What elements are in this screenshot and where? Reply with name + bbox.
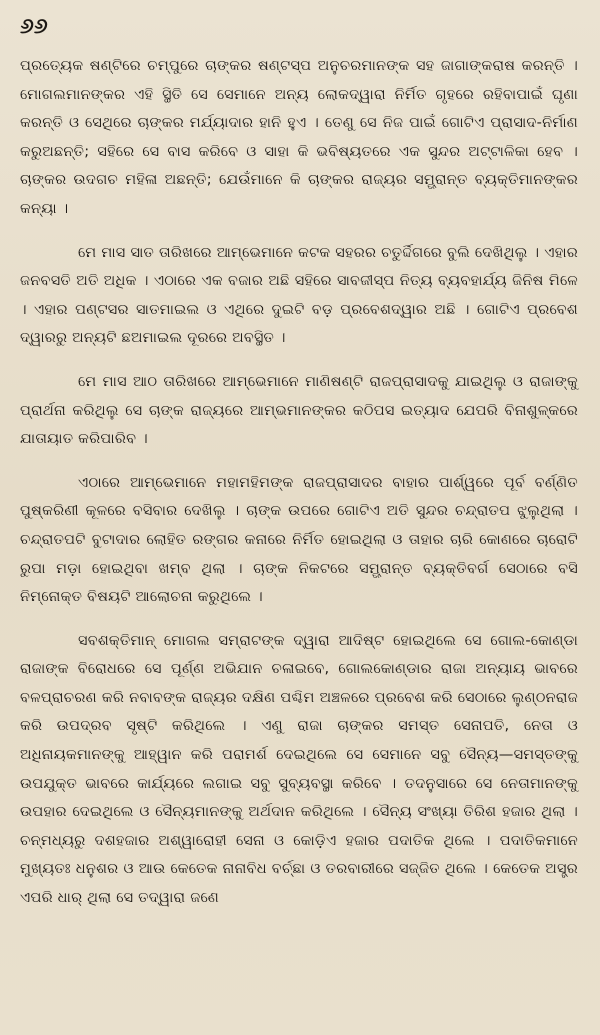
page-number: ୬୬ xyxy=(20,14,48,39)
paragraph-4: ଏଠାରେ ଆମ୍ଭେମାନେ ମହାମହିମଙ୍କ ରାଜପ୍ରାସାଦର ବାହାର ପାର୍ଶ୍ୱରେ ପୂର୍ବ ବର୍ଣ୍ଣିତ ପୁଷ୍କରିଣୀ କୂଳରେ ବସିବାର ଦେଖିଲୁ । ଚାଙ୍କ ଉପରେ ଗୋଟିଏ ଅତି ସୁନ୍ଦର ଚନ୍ଦ୍ରାତପ ଝୁଲୁଥିଲା । ଚନ୍ଦ୍ରାତପଟି ବୁଟାଦାର ଲୋହିତ ରଙ୍ଗର କନାରେ ନିର୍ମିତ ହୋଇଥିଲା ଓ ତାହାର ଚାରି କୋଣରେ ଚାରୋଟି ରୁପା ମଡ଼ା ହୋଇଥିବା ଖମ୍ବ ଥିଲା । ଚାଙ୍କ ନିକଟରେ ସମ୍ଭ୍ରାନ୍ତ ବ୍ୟକ୍ତିବର୍ଗ ସେଠାରେ ବସି ନିମ୍ନୋକ୍ତ ବିଷୟଟି ଆଲୋଚନା କରୁଥିଲେ । xyxy=(20,473,578,606)
paragraph-1: ପ୍ରତ୍ୟେକ ଷଣ୍ଟିରେ ଚମ୍ପୁରେ ଚାଙ୍କର ଷଣ୍ଟସ୍ପ ଅନୁଚରମାନଙ୍କ ସହ ଜାଗାଙ୍କରାଷ କରନ୍ତି । ମୋଗଲମାନଙ୍କର ଏହି ସ୍ଥିତି ସେ ସେମାନେ ଅନ୍ୟ ଲୋକଦ୍ୱାରା ନିର୍ମିତ ଗୃହରେ ରହିବାପାଇଁ ଘୃଣା କରନ୍ତି ଓ ସେଥିରେ ଚାଙ୍କର ମର୍ଯ୍ୟାଦାର ହାନି ହୁଏ । ତେଣୁ ସେ ନିଜ ପାଇଁ ଗୋଟିଏ ପ୍ରାସାଦ-ନିର୍ମାଣ କରୁଅଛନ୍ତି; ସହିରେ ସେ ବାସ କରିବେ ଓ ସାହା କି ଭବିଷ୍ୟତରେ ଏକ ସୁନ୍ଦର ଅଟ୍ଟାଳିକା ହେବ । ଚାଙ୍କର ଉଦଗଚ ମହିଳା ଅଛନ୍ତି; ଯେଉଁମାନେ କି ଚାଙ୍କର ରାଜ୍ୟର ସମ୍ଭ୍ରାନ୍ତ ବ୍ୟକ୍ତିମାନଙ୍କର କନ୍ୟା । xyxy=(20,57,578,217)
paragraph-2: ମେ ମାସ ସାତ ତାରିଖରେ ଆମ୍ଭେମାନେ କଟକ ସହରର ଚତୁର୍ଦ୍ଦିଗରେ ବୁଲି ଦେଖିଥିଲୁ । ଏହାର ଜନବସତି ଅତି ଅଧିକ । ଏଠାରେ ଏକ ବଜାର ଅଛି ସହିରେ ସାବଜୀସ୍ପ ନିତ୍ୟ ବ୍ୟବହାର୍ଯ୍ୟ ଜିନିଷ ମିଳେ । ଏହାର ପଣ୍ଟସର ସାତମାଇଲ ଓ ଏଥିରେ ଦୁଇଟି ବଡ଼ ପ୍ରବେଶଦ୍ୱାର ଅଛି । ଗୋଟିଏ ପ୍ରବେଶ ଦ୍ୱାରରୁ ଅନ୍ୟଟି ଛଅମାଇଲ ଦୂରରେ ଅବସ୍ଥିତ । xyxy=(20,243,578,347)
paragraph-5: ସବଶକ୍ତିମାନ୍ ମୋଗଲ ସମ୍ରାଟଙ୍କ ଦ୍ୱାରା ଆଦିଷ୍ଟ ହୋଇଥିଲେ ସେ ଗୋଲ-କୋଣ୍ଡା ରାଜାଙ୍କ ବିରୋଧରେ ସେ ପୂର୍ଣ୍ଣ ଅଭିଯାନ ଚଳାଇବେ, ଗୋଲକୋଣ୍ଡାର ରାଜା ଅନ୍ୟାୟ ଭାବରେ ବଳପ୍ରାଚରଣ କରି ନବାବଙ୍କ ରାଜ୍ୟର ଦକ୍ଷିଣ ପଶ୍ଚିମ ଅଞ୍ଚଳରେ ପ୍ରବେଶ କରି ସେଠାରେ ଲୁଣ୍ଠନରାଜ କରି ଉପଦ୍ରବ ସୃଷ୍ଟି କରିଥିଲେ । ଏଣୁ ରାଜା ଚାଙ୍କର ସମସ୍ତ ସେନାପତି, ନେତା ଓ ଅଧିନାୟକମାନଙ୍କୁ ଆହ୍ୱାନ କରି ପରାମର୍ଶ ଦେଇଥିଲେ ସେ ସେମାନେ ସବୁ ସୈନ୍ୟ—ସମସ୍ତଙ୍କୁ ଉପଯୁକ୍ତ ଭାବରେ କାର୍ଯ୍ୟରେ ଲଗାଇ ସବୁ ସୁବ୍ୟବସ୍ଥା କରିବେ । ତଦନୁସାରେ ସେ ନେତାମାନଙ୍କୁ ଉପହାର ଦେଇଥିଲେ ଓ ସୈନ୍ୟମାନଙ୍କୁ ଅର୍ଥଦାନ କରିଥିଲେ । ସୈନ୍ୟ ସଂଖ୍ୟା ତିରିଶ ହଜାର ଥିଲା । ଚନ୍ମଧ୍ୟରୁ ଦଶହଜାର ଅଶ୍ୱାରୋହୀ ସେନା ଓ କୋଡ଼ିଏ ହଜାର ପଦାତିକ ଥିଲେ । ପଦାତିକମାନେ ମୁଖ୍ୟତଃ ଧନୁଶର ଓ ଆଉ କେତେକ ନାନାବିଧ ବର୍ଚ୍ଛା ଓ ତରବାରୀରେ ସଜ୍ଜିତ ଥିଲେ । କେତେକ ଅସ୍ତ୍ର ଏପରି ଧାର୍ ଥିଲା ସେ ତଦ୍ୱାରା ଜଣେ xyxy=(20,631,578,907)
body-text xyxy=(20,52,578,913)
paragraph-3: ମେ ମାସ ଆଠ ତାରିଖରେ ଆମ୍ଭେମାନେ ମାଣିଷଣ୍ଟି ରାଜପ୍ରାସାଦକୁ ଯାଇଥିଲୁ ଓ ରାଜାଙ୍କୁ ପ୍ରାର୍ଥନା କରିଥିଲୁ ସେ ଚାଙ୍କ ରାଜ୍ୟରେ ଆମ୍ଭମାନଙ୍କର କଠିପସ ଇତ୍ୟାଦ ଯେପରି ବିନାଶୁଳ୍କରେ ଯାତାୟାତ କରିପାରିବ । xyxy=(20,372,578,448)
